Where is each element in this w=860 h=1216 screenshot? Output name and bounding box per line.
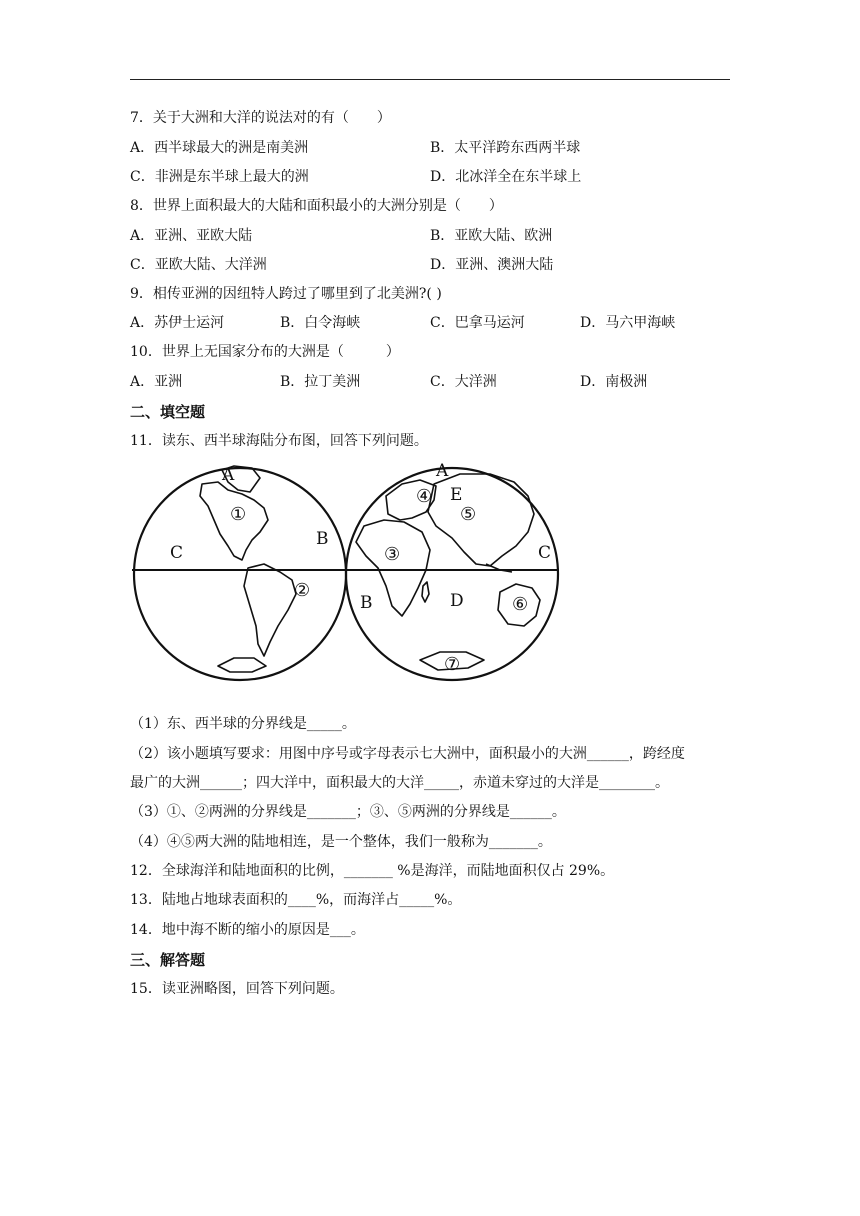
q9-option-d: D．马六甲海峡 <box>580 315 676 331</box>
q7-option-b: B．太平洋跨东西两半球 <box>430 140 581 156</box>
question-15: 15．读亚洲略图，回答下列问题。 <box>130 981 344 997</box>
question-14: 14．地中海不断的缩小的原因是___。 <box>130 922 365 938</box>
question-10: 10．世界上无国家分布的大洲是（ ） <box>130 344 400 360</box>
question-8: 8．世界上面积最大的大陆和面积最小的大洲分别是（ ） <box>130 198 503 214</box>
q7-option-c: C．非洲是东半球上最大的洲 <box>130 169 309 185</box>
q11-sub-2-line-1: （2）该小题填写要求：用图中序号或字母表示七大洲中，面积最小的大洲______，跨经度 <box>130 746 685 762</box>
q8-option-b: B．亚欧大陆、欧洲 <box>430 228 553 244</box>
hemispheres-map <box>130 460 560 700</box>
section-3-title: 三、解答题 <box>130 951 206 969</box>
label-5-asia: ⑤ <box>460 504 477 525</box>
q10-option-a: A．亚洲 <box>130 374 183 390</box>
header-rule <box>130 79 730 80</box>
label-d: D <box>450 591 464 611</box>
question-9: 9．相传亚洲的因纽特人跨过了哪里到了北美洲?( ) <box>130 286 442 302</box>
q9-option-a: A．苏伊士运河 <box>130 315 225 331</box>
q7-option-a: A．西半球最大的洲是南美洲 <box>130 140 309 156</box>
q9-option-c: C．巴拿马运河 <box>430 315 525 331</box>
q10-option-d: D．南极洲 <box>580 374 648 390</box>
label-c-west: C <box>170 543 184 563</box>
label-3-africa: ③ <box>384 544 401 565</box>
madagascar-shape <box>422 582 429 602</box>
label-b-east: B <box>360 593 373 613</box>
label-b-west: B <box>316 529 329 549</box>
asia-shape <box>428 474 534 566</box>
question-13: 13．陆地占地球表面积的____%，而海洋占_____%。 <box>130 892 462 908</box>
label-c-east: C <box>538 543 552 563</box>
label-4-europe: ④ <box>416 486 433 507</box>
label-2-south-america: ② <box>294 580 311 601</box>
section-2-title: 二、填空题 <box>130 403 206 421</box>
label-1-north-america: ① <box>230 504 247 525</box>
label-a-east: A <box>436 461 449 481</box>
q8-option-d: D．亚洲、澳洲大陆 <box>430 257 554 273</box>
q11-sub-4: （4）④⑤两大洲的陆地相连，是一个整体，我们一般称为_______。 <box>130 834 552 850</box>
label-7-antarctica: ⑦ <box>444 654 461 675</box>
q9-option-b: B．白令海峡 <box>280 315 361 331</box>
q11-sub-1: （1）东、西半球的分界线是_____。 <box>130 716 356 732</box>
question-11: 11．读东、西半球海陆分布图，回答下列问题。 <box>130 433 428 449</box>
q10-option-b: B．拉丁美洲 <box>280 374 361 390</box>
q11-sub-2-line-2: 最广的大洲______；四大洋中，面积最大的大洋_____，赤道未穿过的大洋是________。 <box>130 775 669 791</box>
q8-option-a: A．亚洲、亚欧大陆 <box>130 228 253 244</box>
label-a-west: A <box>222 465 235 485</box>
label-6-oceania: ⑥ <box>512 594 529 615</box>
western-hemisphere-outline <box>134 468 346 680</box>
q7-option-d: D．北冰洋全在东半球上 <box>430 169 582 185</box>
label-e: E <box>450 485 463 505</box>
question-7: 7．关于大洲和大洋的说法对的有（ ） <box>130 110 391 126</box>
antarctica-west-shape <box>218 658 266 672</box>
south-america-shape <box>244 564 296 656</box>
q8-option-c: C．亚欧大陆、大洋洲 <box>130 257 267 273</box>
q11-sub-3: （3）①、②两洲的分界线是_______；③、⑤两洲的分界线是______。 <box>130 804 566 820</box>
question-12: 12．全球海洋和陆地面积的比例，_______ %是海洋，而陆地面积仅占 29%。 <box>130 863 615 879</box>
q10-option-c: C．大洋洲 <box>430 374 497 390</box>
